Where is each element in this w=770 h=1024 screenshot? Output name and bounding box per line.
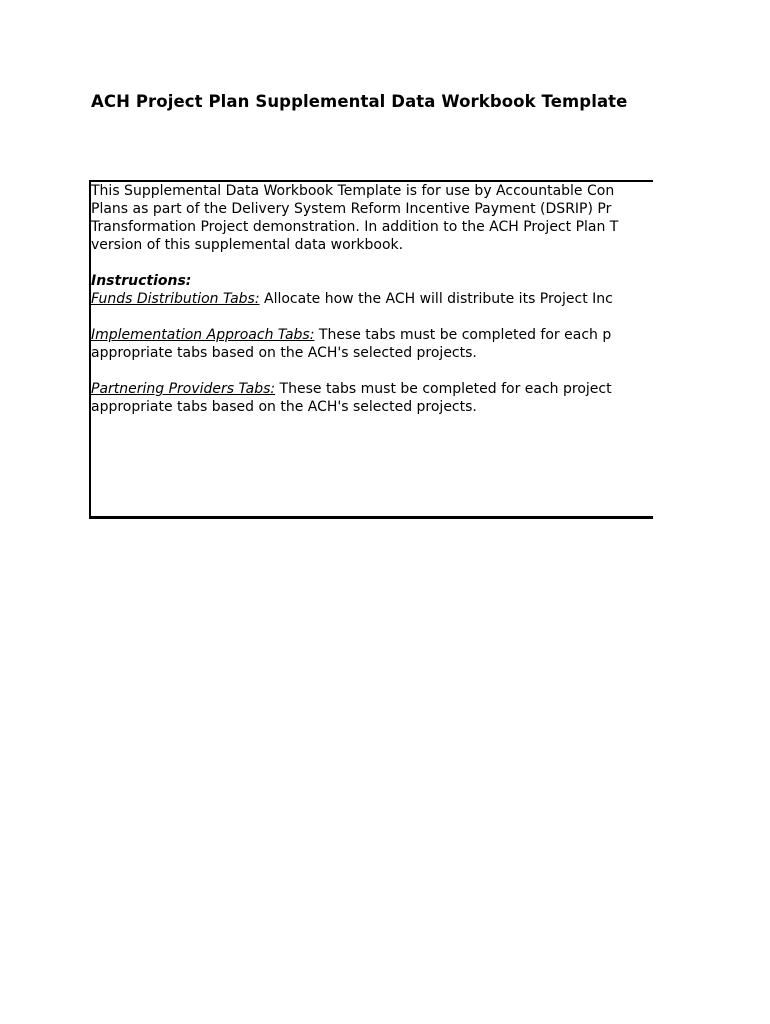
box-border-bottom (89, 516, 653, 519)
spacer (91, 254, 653, 272)
intro-line-3: Transformation Project demonstration. In addition to the ACH Project Plan T (91, 219, 619, 235)
funds-distribution-text: Allocate how the ACH will distribute its Project Inc (259, 291, 613, 307)
implementation-approach-text-1: These tabs must be completed for each p (314, 327, 612, 343)
funds-distribution-line (91, 290, 653, 308)
intro-line-4: version of this supplemental data workbook. (91, 237, 404, 253)
implementation-approach-text-2: appropriate tabs based on the ACH's selected projects. (91, 345, 477, 361)
implementation-approach-line (91, 326, 653, 344)
partnering-providers-label: Partnering Providers Tabs: (91, 381, 276, 397)
intro-line-1: This Supplemental Data Workbook Template is for use by Accountable Con (91, 183, 615, 199)
instructions-box (89, 180, 653, 519)
funds-distribution-label: Funds Distribution Tabs: (91, 291, 260, 307)
implementation-approach-label: Implementation Approach Tabs: (91, 327, 315, 343)
page-title: ACH Project Plan Supplemental Data Workbook Template (91, 92, 628, 111)
spacer (91, 308, 653, 326)
instructions-text (91, 182, 653, 416)
partnering-providers-text-2: appropriate tabs based on the ACH's selected projects. (91, 399, 477, 415)
intro-line-2: Plans as part of the Delivery System Reform Incentive Payment (DSRIP) Pr (91, 201, 612, 217)
partnering-providers-text-1: These tabs must be completed for each project (275, 381, 612, 397)
spacer (91, 362, 653, 380)
partnering-providers-line (91, 380, 653, 398)
instructions-heading: Instructions: (91, 273, 192, 289)
